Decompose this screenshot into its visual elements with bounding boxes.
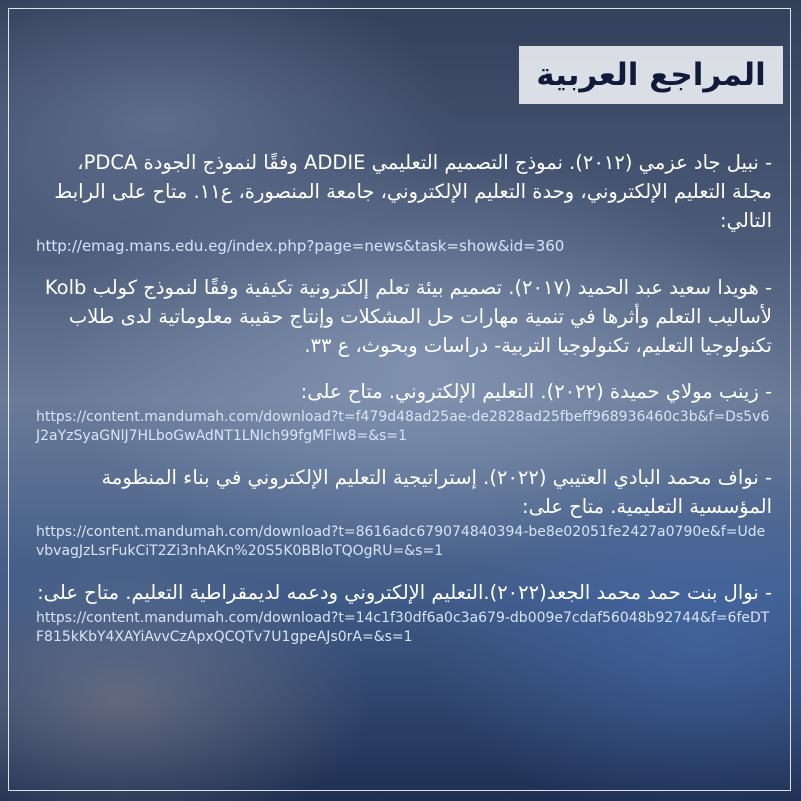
page-title: المراجع العربية <box>536 57 766 93</box>
reference-item <box>36 377 772 446</box>
reference-link[interactable]: http://emag.mans.edu.eg/index.php?page=news&task=show&id=360 <box>36 237 565 255</box>
title-banner <box>519 46 783 104</box>
reference-link[interactable]: https://content.mandumah.com/download?t=f479d48ad25ae-de2828ad25fbeff968936460c3b&f=Ds5v6J2aYzSyaGNlJ7HLboGwAdNT1LNlch99fgMFlw8=&s=1 <box>36 409 770 444</box>
reference-item <box>36 463 772 561</box>
reference-list <box>36 148 772 664</box>
reference-text: - نبيل جاد عزمي (٢٠١٢). نموذج التصميم التعليمي ADDIE وفقًا لنموذج الجودة PDCA، مجلة التعليم الإلكتروني، وحدة التعليم الإلكتروني، جامعة المنصورة، ع١١. متاح على الرابط التالي: <box>54 151 772 232</box>
reference-item <box>36 148 772 256</box>
reference-link[interactable]: https://content.mandumah.com/download?t=8616adc679074840394-be8e02051fe2427a0790e&f=UdevbvagJzLsrFukCiT2Zi3nhAKn%20S5K0BBloTQOgRU=&s=1 <box>36 524 766 559</box>
reference-link[interactable]: https://content.mandumah.com/download?t=14c1f30df6a0c3a679-db009e7cdaf56048b92744&f=6feDTF815kKbY4XAYiAvvCzApxQCQTv7U1gpeAJs0rA=&s=1 <box>36 610 770 645</box>
reference-item <box>36 273 772 360</box>
reference-text: - زينب مولاي حميدة (٢٠٢٢). التعليم الإلكتروني. متاح على: <box>300 380 772 403</box>
reference-item <box>36 578 772 647</box>
reference-text: - هويدا سعيد عبد الحميد (٢٠١٧). تصميم بيئة تعلم إلكترونية تكيفية وفقًا لنموذج كولب Kolb لأساليب التعلم وأثرها في تنمية مهارات حل المشكلات وإنتاج حقيبة معلوماتية لدى طلاب تكنولوجيا التعليم، تكنولوجيا التربية- دراسات وبحوث، ع ٣٣. <box>44 276 772 357</box>
reference-text: - نواف محمد البادي العتيبي (٢٠٢٢). إستراتيجية التعليم الإلكتروني في بناء المنظومة المؤسسية التعليمية. متاح على: <box>101 466 772 518</box>
reference-text: - نوال بنت حمد محمد الجعد(٢٠٢٢).التعليم الإلكتروني ودعمه لديمقراطية التعليم. متاح على: <box>37 581 772 604</box>
